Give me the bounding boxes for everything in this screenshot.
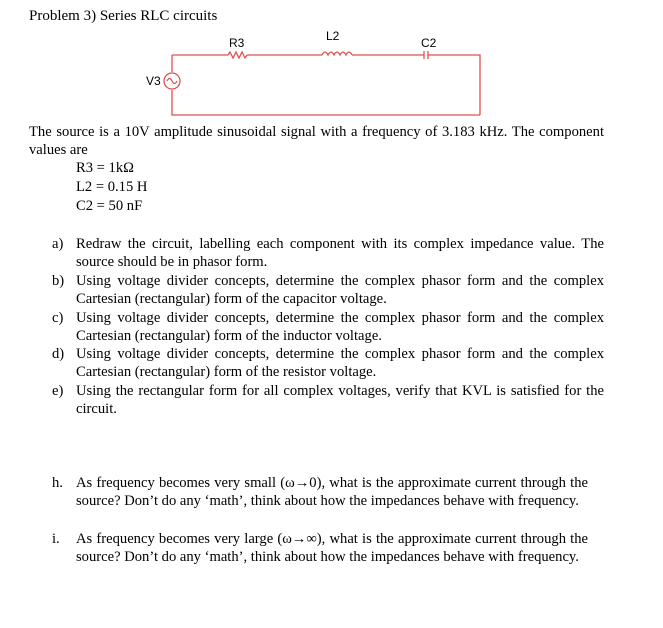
question-c-text: Using voltage divider concepts, determine the complex phasor form and the complex Cartesian (rectangular) form of the inductor voltage. (76, 310, 604, 345)
question-i-key: i. (52, 531, 60, 547)
question-d-text: Using voltage divider concepts, determine the complex phasor form and the complex Cartesian (rectangular) form of the resistor voltage. (76, 346, 604, 381)
l2-value: L2 = 0.15 H (76, 179, 148, 195)
c2-label: C2 (421, 36, 437, 50)
question-c-key: c) (52, 310, 64, 326)
l2-inductor-symbol (322, 52, 352, 55)
question-e-text: Using the rectangular form for all complex voltages, verify that KVL is satisfied for the circuit. (76, 383, 604, 418)
question-b-text: Using voltage divider concepts, determine the complex phasor form and the complex Cartesian (rectangular) form of the capacitor voltage. (76, 273, 604, 308)
wire-top-right (428, 55, 480, 115)
r3-label: R3 (229, 36, 245, 50)
problem-title: Problem 3) Series RLC circuits (29, 8, 218, 24)
question-e-key: e) (52, 383, 64, 399)
l2-label: L2 (326, 29, 340, 43)
intro-paragraph: The source is a 10V amplitude sinusoidal signal with a frequency of 3.183 kHz. The component values are (29, 124, 604, 159)
question-h-text: As frequency becomes very small (ω→0), what is the approximate current through the source? Don’t do any ‘math’, think about how the impedances behave with frequency. (76, 475, 588, 510)
r3-resistor-symbol (228, 52, 247, 58)
c2-value: C2 = 50 nF (76, 198, 143, 214)
question-d-key: d) (52, 346, 65, 362)
wire-bottom (172, 90, 480, 115)
question-h-key: h. (52, 475, 63, 491)
question-a-text: Redraw the circuit, labelling each component with its complex impedance value. The source should be in phasor form. (76, 236, 604, 271)
rlc-circuit-diagram (0, 0, 663, 140)
r3-value: R3 = 1kΩ (76, 160, 134, 176)
v3-label: V3 (146, 74, 161, 88)
question-b-key: b) (52, 273, 65, 289)
question-a-key: a) (52, 236, 64, 252)
question-i-text: As frequency becomes very large (ω→∞), what is the approximate current through the source? Don’t do any ‘math’, think about how the impedances behave with frequency. (76, 531, 588, 566)
